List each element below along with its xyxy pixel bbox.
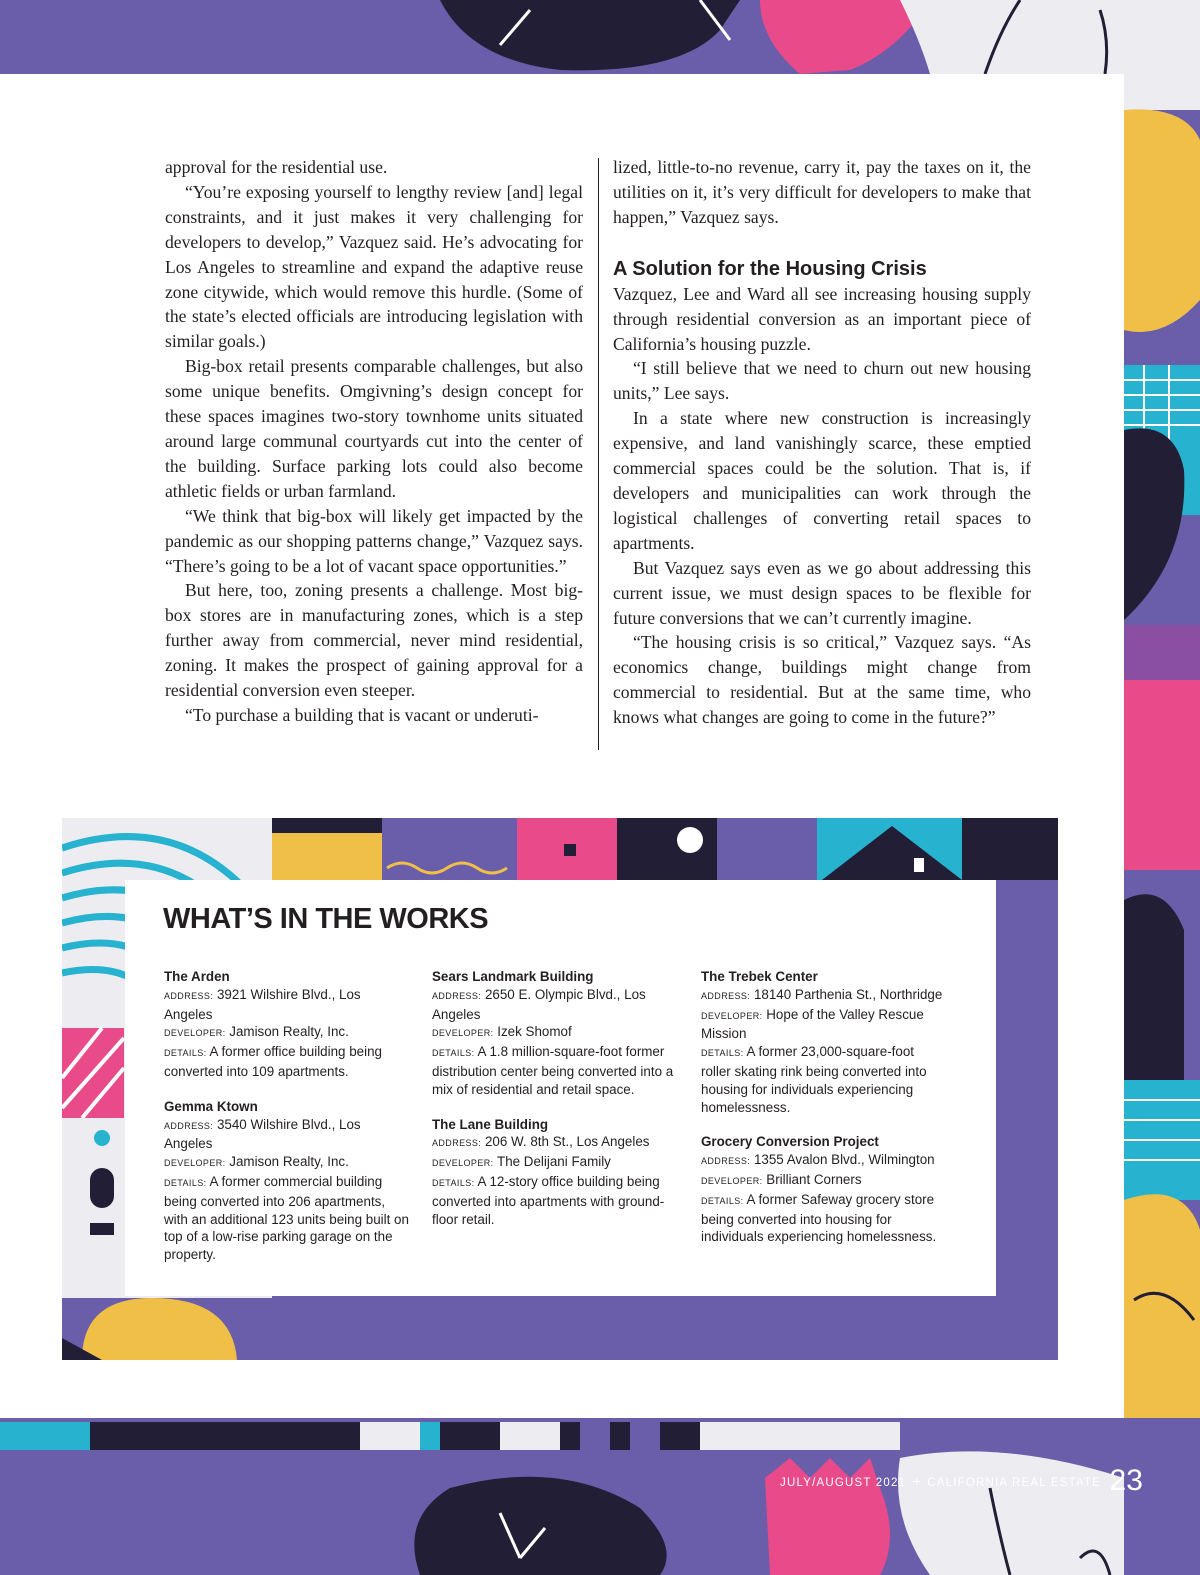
details-value: A former Safeway grocery store being converted into housing for individuals experiencing homelessness. — [701, 1191, 937, 1245]
project-address — [432, 986, 677, 1024]
project-developer — [164, 1023, 409, 1043]
project-entry — [164, 968, 409, 1081]
address-label: ADDRESS: — [701, 1156, 751, 1167]
developer-value: Izek Shomof — [497, 1024, 572, 1040]
project-details — [164, 1043, 409, 1081]
paragraph: approval for the residential use. — [165, 157, 388, 177]
address-value: 206 W. 8th St., Los Angeles — [484, 1134, 650, 1150]
works-title: WHAT’S IN THE WORKS — [163, 903, 489, 935]
details-value: A former commercial building being converted into 206 apartments, with an additional 123 units being built on top of a low-rise parking garage on the property. — [164, 1173, 409, 1263]
article-column-right — [613, 155, 1031, 730]
issue-date: JULY/AUGUST 2021 — [780, 1477, 907, 1489]
page-footer — [780, 1464, 1143, 1498]
project-entry — [701, 968, 946, 1116]
project-name: The Arden — [164, 969, 230, 984]
project-name: Grocery Conversion Project — [701, 1134, 879, 1150]
details-label: DETAILS: — [701, 1195, 744, 1206]
publication-name: CALIFORNIA REAL ESTATE — [927, 1477, 1102, 1489]
project-developer — [432, 1023, 677, 1043]
project-developer — [164, 1153, 409, 1173]
developer-label: DEVELOPER: — [164, 1158, 226, 1169]
project-developer — [701, 1171, 946, 1191]
details-label: DETAILS: — [164, 1048, 207, 1059]
address-label: ADDRESS: — [432, 1138, 482, 1149]
paragraph: “The housing crisis is so critical,” Vazquez says. “As economics change, buildings might change from commercial to residential. But at the same time, who knows what changes are going to come in the future?” — [613, 632, 1031, 728]
paragraph: In a state where new construction is increasingly expensive, and land vanishingly scarce, these emptied commercial spaces could be the solution. That is, if developers and municipalities can work through the logistical challenges of converting retail spaces to apartments. — [613, 408, 1031, 553]
details-value: A former 23,000-square-foot roller skating rink being converted into housing for individuals experiencing homelessness. — [701, 1044, 927, 1115]
project-entry — [432, 1116, 677, 1229]
address-label: ADDRESS: — [432, 990, 482, 1001]
project-entry — [432, 968, 677, 1099]
page-number: 23 — [1109, 1464, 1143, 1497]
details-value: A 12-story office building being converted into apartments with ground-floor retail. — [432, 1173, 665, 1227]
project-address — [164, 1116, 409, 1154]
project-entry — [701, 1133, 946, 1246]
right-decorative-band — [1124, 0, 1200, 1575]
developer-label: DEVELOPER: — [701, 1175, 763, 1186]
details-label: DETAILS: — [432, 1177, 475, 1188]
address-value: 3921 Wilshire Blvd., Los Angeles — [164, 986, 361, 1022]
works-column-1 — [164, 968, 409, 1281]
project-details — [701, 1043, 946, 1116]
right-illustration — [1124, 0, 1200, 1575]
project-details — [432, 1173, 677, 1228]
address-value: 1355 Avalon Blvd., Wilmington — [753, 1152, 935, 1168]
developer-value: Jamison Realty, Inc. — [229, 1024, 349, 1040]
paragraph: Big-box retail presents comparable challenges, but also some unique benefits. Omgivning’s design concept for these spaces imagines two-story townhome units situated around large communal courtyards cut into the center of the building. Surface parking lots could also become athletic fields or urban farmland. — [165, 356, 583, 501]
footer-separator: + — [912, 1473, 921, 1489]
section-subhead: A Solution for the Housing Crisis — [613, 257, 927, 280]
project-details — [164, 1173, 409, 1264]
paragraph: Vazquez, Lee and Ward all see increasing housing supply through residential conversion as an important piece of California’s housing puzzle. — [613, 283, 1031, 354]
project-name: The Trebek Center — [701, 969, 818, 984]
project-name: Gemma Ktown — [164, 1098, 258, 1114]
project-developer — [701, 1006, 946, 1044]
project-name: The Lane Building — [432, 1116, 549, 1132]
project-address — [432, 1133, 677, 1153]
works-column-2 — [432, 968, 677, 1245]
details-value: A former office building being converted into 109 apartments. — [164, 1044, 382, 1079]
column-divider — [598, 158, 599, 750]
paragraph: But Vazquez says even as we go about addressing this current issue, we must design spaces to be flexible for future conversions that we can’t currently imagine. — [613, 557, 1031, 628]
developer-label: DEVELOPER: — [432, 1158, 494, 1169]
paragraph: “You’re exposing yourself to lengthy review [and] legal constraints, and it just makes it very challenging for developers to develop,” Vazquez said. He’s advocating for Los Angeles to streamline and expand the adaptive reuse zone citywide, which would remove this hurdle. (Some of the state’s elected officials are introducing legislation with similar goals.) — [165, 181, 583, 352]
developer-label: DEVELOPER: — [701, 1010, 763, 1021]
project-developer — [432, 1153, 677, 1173]
developer-value: Brilliant Corners — [766, 1171, 862, 1187]
top-decorative-band — [0, 0, 1200, 74]
paragraph: “I still believe that we need to churn out new housing units,” Lee says. — [613, 358, 1031, 404]
works-column-3 — [701, 968, 946, 1263]
address-label: ADDRESS: — [164, 990, 214, 1001]
address-label: ADDRESS: — [164, 1120, 214, 1131]
developer-label: DEVELOPER: — [432, 1028, 494, 1039]
paragraph: “To purchase a building that is vacant or underuti- — [185, 704, 539, 725]
project-name: Sears Landmark Building — [432, 969, 594, 984]
details-label: DETAILS: — [701, 1048, 744, 1059]
project-details — [432, 1043, 677, 1098]
details-value: A 1.8 million-square-foot former distribution center being converted into a mix of residential and retail space. — [432, 1044, 674, 1097]
top-illustration — [0, 0, 1200, 74]
details-label: DETAILS: — [164, 1177, 207, 1188]
details-label: DETAILS: — [432, 1048, 475, 1059]
address-label: ADDRESS: — [701, 990, 751, 1001]
project-address — [701, 986, 946, 1006]
developer-value: The Delijani Family — [497, 1154, 611, 1170]
developer-label: DEVELOPER: — [164, 1028, 226, 1039]
address-value: 3540 Wilshire Blvd., Los Angeles — [164, 1116, 361, 1152]
paragraph: But here, too, zoning presents a challenge. Most big-box stores are in manufacturing zones, which is a step further away from commercial, never mind residential, zoning. It makes the prospect of gaining approval for a residential conversion even steeper. — [165, 580, 583, 701]
developer-value: Jamison Realty, Inc. — [229, 1154, 349, 1170]
paragraph: lized, little-to-no revenue, carry it, pay the taxes on it, the utilities on it, it’s very difficult for developers to make that happen,” Vazquez says. — [613, 157, 1031, 227]
address-value: 2650 E. Olympic Blvd., Los Angeles — [432, 986, 646, 1022]
project-address — [701, 1151, 946, 1171]
address-value: 18140 Parthenia St., Northridge — [753, 986, 943, 1002]
project-details — [701, 1191, 946, 1246]
article-column-left — [165, 155, 583, 728]
developer-value: Hope of the Valley Rescue Mission — [701, 1006, 924, 1042]
project-address — [164, 986, 409, 1024]
project-entry — [164, 1098, 409, 1264]
paragraph: “We think that big-box will likely get impacted by the pandemic as our shopping patterns change,” Vazquez says. “There’s going to be a lot of vacant space opportunities.” — [165, 505, 583, 576]
